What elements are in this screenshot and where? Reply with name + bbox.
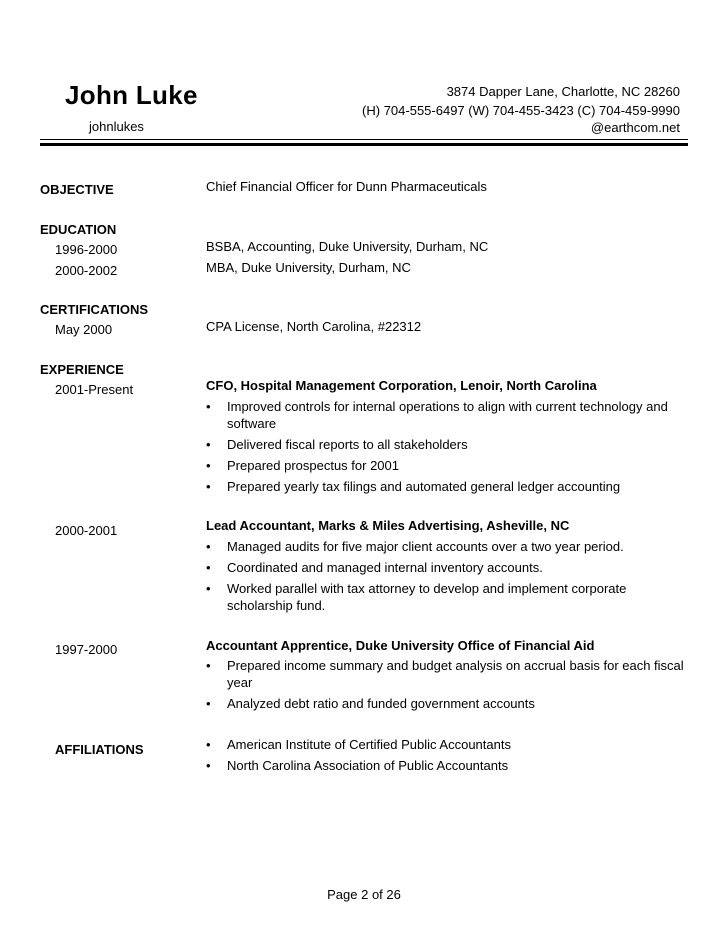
bullet-text: Prepared yearly tax filings and automated general ledger accounting: [227, 478, 621, 494]
bullet-text: Managed audits for five major client accounts over a two year period.: [227, 539, 624, 554]
education-degree: BSBA, Accounting, Duke University, Durham, NC: [206, 239, 489, 254]
bullet-text: Improved controls for internal operations to align with current technology and software: [227, 399, 668, 431]
job-title: CFO, Hospital Management Corporation, Lenoir, North Carolina: [206, 378, 597, 393]
bullet-icon: •: [206, 539, 211, 554]
job-bullet-list: [206, 539, 690, 619]
bullet-icon: •: [206, 457, 211, 473]
page-number: Page 2 of 26: [327, 887, 401, 902]
bullet-icon: •: [206, 695, 211, 711]
bullet-icon: •: [206, 436, 211, 452]
candidate-name: John Luke: [65, 80, 198, 110]
affiliations-bullet-list: [206, 737, 690, 779]
job-bullet-list: [206, 399, 690, 500]
education-degree: MBA, Duke University, Durham, NC: [206, 260, 411, 275]
experience-heading: EXPERIENCE: [40, 362, 124, 377]
certifications-heading: CERTIFICATIONS: [40, 302, 149, 317]
list-item: [206, 560, 690, 577]
bullet-text: Prepared income summary and budget analysis on accrual basis for each fiscal year: [227, 658, 684, 690]
list-item: [206, 581, 690, 614]
job-date: 1997-2000: [55, 642, 118, 657]
objective-heading: OBJECTIVE: [40, 182, 114, 197]
objective-text: Chief Financial Officer for Dunn Pharmaceuticals: [206, 179, 487, 194]
bullet-text: American Institute of Certified Public Accountants: [227, 737, 511, 752]
list-item: [206, 437, 690, 454]
bullet-icon: •: [206, 737, 211, 752]
bullet-text: Worked parallel with tax attorney to develop and implement corporate scholarship fund.: [227, 581, 627, 613]
education-date: 2000-2002: [55, 263, 118, 278]
header-divider-thin: [40, 139, 688, 140]
candidate-username: johnlukes: [89, 119, 144, 134]
list-item: [206, 696, 690, 713]
bullet-icon: •: [206, 758, 211, 773]
list-item: [206, 539, 690, 556]
job-date: 2000-2001: [55, 523, 118, 538]
list-item: [206, 758, 690, 775]
bullet-text: Delivered fiscal reports to all stakeholders: [227, 436, 468, 452]
bullet-text: Prepared prospectus for 2001: [227, 457, 399, 473]
address: 3874 Dapper Lane, Charlotte, NC 28260: [446, 84, 680, 99]
affiliations-heading: AFFILIATIONS: [55, 742, 144, 757]
education-date: 1996-2000: [55, 242, 118, 257]
bullet-icon: •: [206, 581, 211, 596]
bullet-icon: •: [206, 560, 211, 575]
certification-text: CPA License, North Carolina, #22312: [206, 319, 422, 334]
header-divider-thick: [40, 143, 688, 146]
bullet-icon: •: [206, 399, 211, 414]
email-domain: @earthcom.net: [590, 120, 680, 135]
list-item: [206, 658, 690, 691]
education-heading: EDUCATION: [40, 222, 117, 237]
phone-numbers: (H) 704-555-6497 (W) 704-455-3423 (C) 704-459-9990: [362, 103, 680, 118]
list-item: [206, 399, 690, 432]
job-bullet-list: [206, 658, 690, 717]
bullet-text: Analyzed debt ratio and funded government accounts: [227, 695, 535, 711]
bullet-text: Coordinated and managed internal inventory accounts.: [227, 560, 543, 575]
job-title: Accountant Apprentice, Duke University Office of Financial Aid: [206, 638, 595, 653]
bullet-icon: •: [206, 478, 211, 494]
job-title: Lead Accountant, Marks & Miles Advertising, Asheville, NC: [206, 518, 570, 533]
bullet-text: North Carolina Association of Public Accountants: [227, 758, 509, 773]
certification-date: May 2000: [55, 322, 113, 337]
job-date: 2001-Present: [55, 382, 134, 397]
bullet-icon: •: [206, 658, 211, 673]
list-item: [206, 479, 690, 496]
list-item: [206, 458, 690, 475]
list-item: [206, 737, 690, 754]
